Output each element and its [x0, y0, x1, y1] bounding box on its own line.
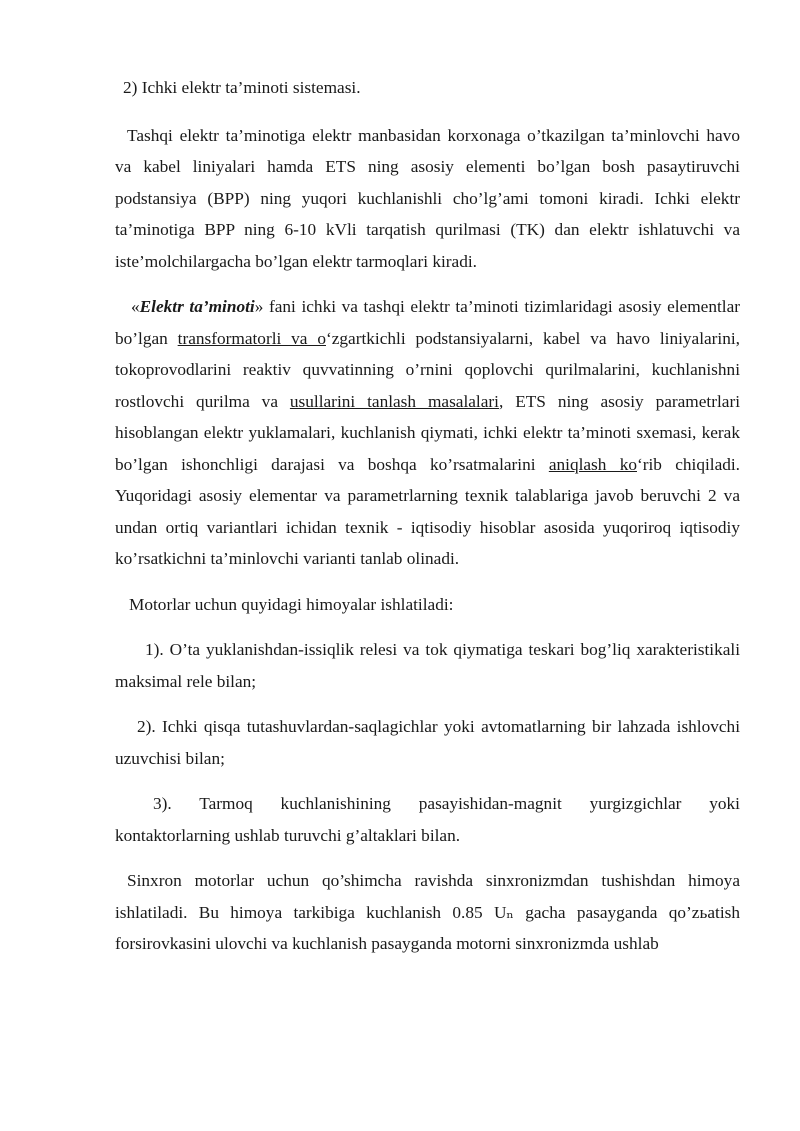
- paragraph-motor-protection: Motorlar uchun quyidagi himoyalar ishlatiladi:: [129, 594, 454, 614]
- paragraph-external-supply: Tashqi elektr ta’minotiga elektr manbasidan korxonaga o’tkazilgan ta’minlovchi havo va kabel liniyalari hamda ETS ning asosiy elementi bo’lgan bosh pasaytiruvchi podstansiya (BPP) ning yuqori kuchlanishli cho’lg’ami tomoni kiradi. Ichki elektr ta’minotiga BPP ning 6-10 kVli tarqatish qurilmasi (TK) dan elektr ishlatuvchi va iste’molchilargacha bo’lgan elektr tarmoqlari kiradi.: [115, 125, 740, 271]
- list-item-short-circuit: 2). Ichki qisqa tutashuvlardan-saqlagichlar yoki avtomatlarning bir lahzada ishlovchi uzuvchisi bilan;: [115, 717, 740, 768]
- underlined-link-determine[interactable]: aniqlash ko: [548, 454, 637, 474]
- paragraph-text: fani ichki va tashqi elektr ta’minoti tizimlaridagi asosiy elementlar bo’lgan: [115, 297, 740, 348]
- paragraph-text: ‘zgartkichli podstansiyalarni, kabel va havo liniyalarini, tokoprovodlarini reaktiv quvvatinning o’rnini qoplovchi qurilmalarini, kuchlanishni rostlovchi qurilma va: [115, 328, 740, 411]
- underlined-link-transformators[interactable]: transformatorli va o: [177, 328, 326, 348]
- list-item-overload: 1). O’ta yuklanishdan-issiqlik relesi va tok qiymatiga teskari bog’liq xarakteristikali maksimal rele bilan;: [115, 640, 740, 691]
- paragraph-synchronous-motors: Sinxron motorlar uchun qo’shimcha ravishda sinxronizmdan tushishdan himoya ishlatiladi. Bu himoya tarkibiga kuchlanish 0.85 Uₙ gacha pasayganda qo’zьatish forsirovkasini ulovchi va kuchlanish pasayganda motorni sinxronizmda ushlab: [115, 871, 740, 953]
- course-title: Elektr ta’minoti: [139, 297, 255, 316]
- document-body: [115, 72, 740, 960]
- underlined-link-methods[interactable]: usullarini tanlash masalalari: [289, 391, 499, 411]
- list-item-voltage-drop: 3). Tarmoq kuchlanishining pasayishidan-magnit yurgizgichlar yoki kontaktorlarning ushlab turuvchi g’altaklari bilan.: [115, 794, 740, 845]
- paragraph-text: ‘rib chiqiladi. Yuqoridagi asosiy elementar va parametrlarning texnik talablariga javob beruvchi 2 va undan ortiq variantlari ichidan texnik - iqtisodiy hisoblar asosida yuqoriroq iqtisodiy ko’rsatkichni ta’minlovchi varianti tanlab olinadi.: [115, 454, 740, 568]
- paragraph-text: , ETS ning asosiy parametrlari hisoblangan elektr yuklamalari, kuchlanish qiymati, ichki elektr ta’minoti sxemasi, kerak bo’lgan ishonchligi darajasi va boshqa ko’rsatmalarini: [115, 391, 741, 474]
- quote-close: »: [254, 297, 264, 316]
- paragraph-course-description: [115, 291, 740, 575]
- quote-open: «: [131, 297, 140, 316]
- section-heading: 2) Ichki elektr ta’minoti sistemasi.: [123, 78, 361, 97]
